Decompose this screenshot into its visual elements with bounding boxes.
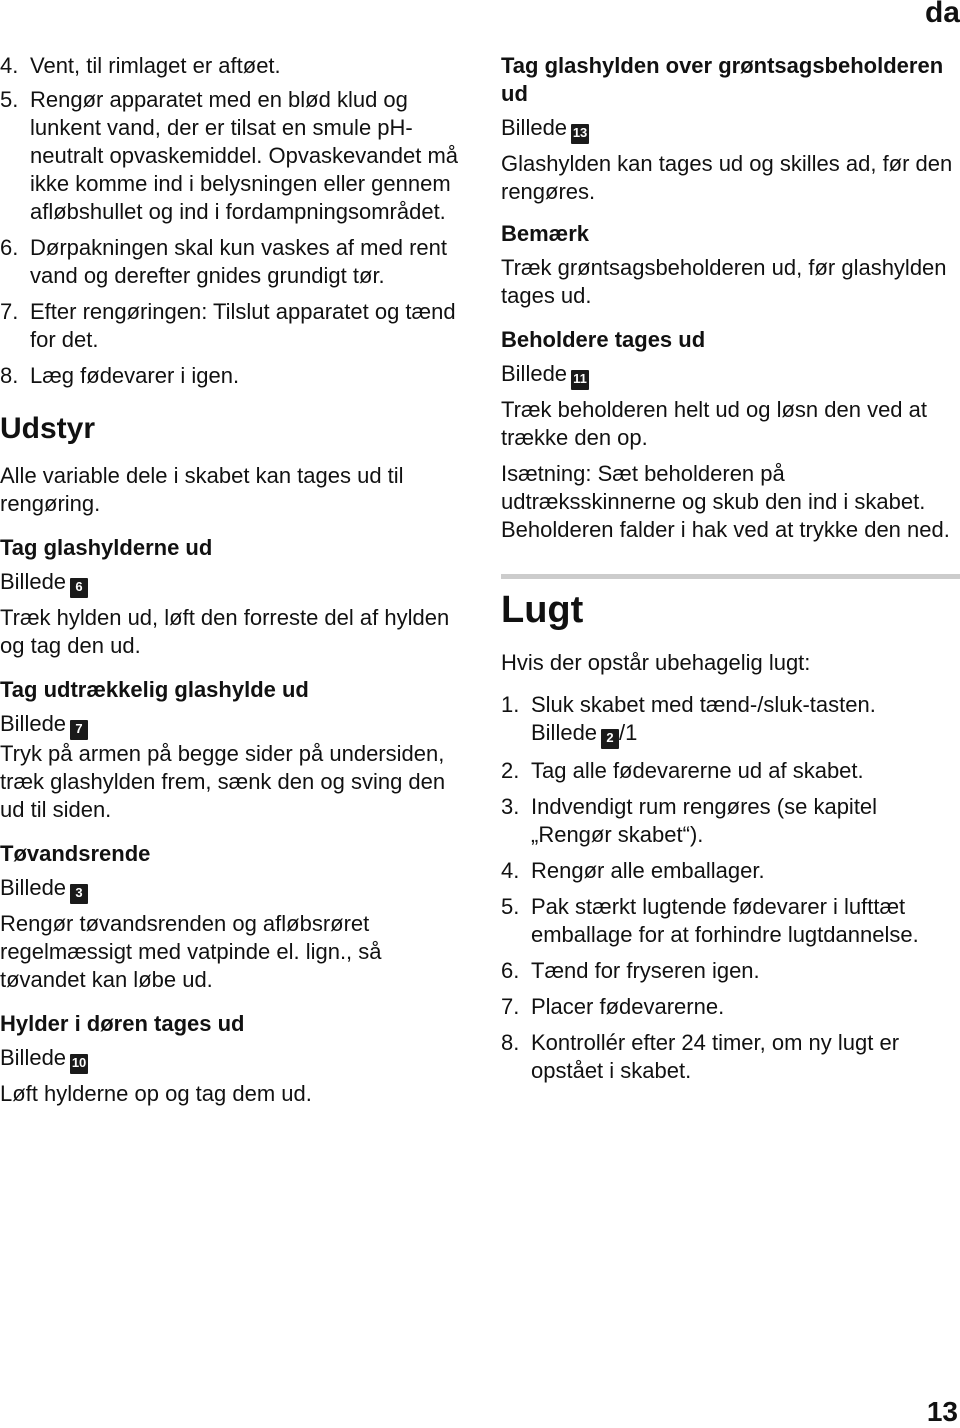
- figure-number-badge: 11: [571, 370, 589, 390]
- list-item: 6. Dørpakningen skal kun vaskes af med rent vand og derefter gnides grundigt tør.: [0, 235, 447, 288]
- list-item: 1. Sluk skabet med tænd-/sluk-tasten. Billede 2 /1: [501, 691, 960, 749]
- udtraekkelig-text: Tryk på armen på begge sider på undersiden, træk glashylden frem, sænk den og sving den ud til siden.: [0, 741, 446, 822]
- figure-reference: Billede 10: [0, 1044, 462, 1074]
- figure-reference: Billede 11: [501, 360, 960, 390]
- figure-number-badge: 2: [601, 729, 619, 749]
- glashylder-text: Træk hylden ud, løft den forreste del af hylden og tag den ud.: [0, 605, 450, 658]
- beholdere-text-2: Isætning: Sæt beholderen på udtræksskinnerne og skub den ind i skabet. Beholderen falder i hak ved at trykke den ned.: [501, 461, 950, 542]
- left-column: [0, 52, 462, 1108]
- list-item: 7. Placer fødevarerne.: [501, 994, 725, 1019]
- glashylde-gront-text: Glashylden kan tages ud og skilles ad, før den rengøres.: [501, 151, 953, 204]
- bemaerk-text: Træk grøntsagsbeholderen ud, før glashylden tages ud.: [501, 255, 947, 308]
- subheading-tovandsrende: Tøvandsrende: [0, 841, 151, 866]
- list-item: 3. Indvendigt rum rengøres (se kapitel „Rengør skabet“).: [501, 794, 878, 847]
- lugt-intro: Hvis der opstår ubehagelig lugt:: [501, 650, 811, 675]
- right-column: [501, 52, 960, 1085]
- list-item: 4. Rengør alle emballager.: [501, 858, 765, 883]
- page-number: 13: [926, 1396, 958, 1427]
- cleaning-steps-list: [0, 52, 462, 390]
- subheading-udtraekkelig: Tag udtrækkelig glashylde ud: [0, 677, 309, 702]
- hylder-doren-text: Løft hylderne op og tag dem ud.: [0, 1081, 312, 1106]
- language-label: da: [924, 0, 960, 29]
- beholdere-text-1: Træk beholderen helt ud og løsn den ved at trække den op.: [501, 397, 928, 450]
- list-item: 8. Læg fødevarer i igen.: [0, 363, 240, 388]
- figure-reference: Billede 6: [0, 568, 462, 598]
- figure-number-badge: 13: [571, 124, 589, 144]
- list-item: 6. Tænd for fryseren igen.: [501, 958, 760, 983]
- subheading-beholdere: Beholdere tages ud: [501, 327, 706, 352]
- figure-number-badge: 10: [70, 1054, 88, 1074]
- figure-reference: Billede 3: [0, 874, 462, 904]
- subheading-bemaerk: Bemærk: [501, 221, 590, 246]
- lugt-steps-list: [501, 691, 960, 1085]
- list-item: 5. Rengør apparatet med en blød klud og lunkent vand, der er tilsat en smule pH-neutralt opvaskemiddel. Opvaskevandet må ikke komme ind i belysningen eller gennem afløbshullet og ind i fordampningsområdet.: [0, 87, 459, 224]
- list-item: 8. Kontrollér efter 24 timer, om ny lugt er opstået i skabet.: [501, 1030, 900, 1083]
- figure-number-badge: 7: [70, 720, 88, 740]
- figure-number-badge: 6: [70, 578, 88, 598]
- subheading-hylder-doren: Hylder i døren tages ud: [0, 1011, 245, 1036]
- figure-number-badge: 3: [70, 884, 88, 904]
- udstyr-intro: Alle variable dele i skabet kan tages ud til rengøring.: [0, 463, 404, 516]
- list-item: 2. Tag alle fødevarerne ud af skabet.: [501, 758, 864, 783]
- list-item: 4. Vent, til rimlaget er aftøet.: [0, 53, 281, 78]
- subheading-glashylde-gront: Tag glashylden over grøntsagsbeholderen ud: [501, 53, 944, 106]
- subheading-glashylder: Tag glashylderne ud: [0, 535, 213, 560]
- section-title-udstyr: Udstyr: [0, 412, 96, 445]
- section-divider: [501, 574, 960, 579]
- list-item: 5. Pak stærkt lugtende fødevarer i lufttæt emballage for at forhindre lugtdannelse.: [501, 894, 919, 947]
- section-title-lugt: Lugt: [501, 589, 584, 631]
- list-item: 7. Efter rengøringen: Tilslut apparatet og tænd for det.: [0, 299, 456, 352]
- figure-reference: Billede 7: [0, 710, 462, 740]
- tovandsrende-text: Rengør tøvandsrenden og afløbsrøret regelmæssigt med vatpinde el. lign., så tøvandet kan løbe ud.: [0, 911, 382, 992]
- figure-reference: Billede 13: [501, 114, 960, 144]
